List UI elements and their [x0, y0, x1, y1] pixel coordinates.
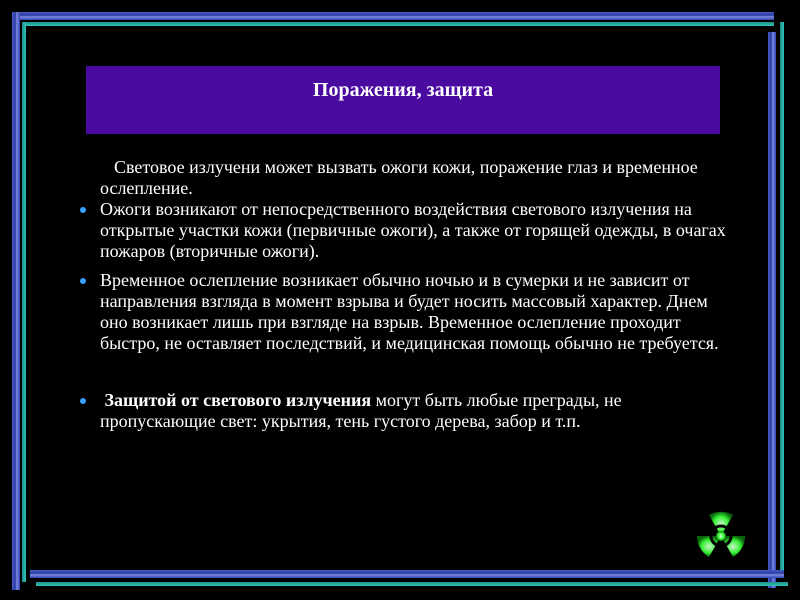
- frame-bottom-accent: [36, 582, 788, 586]
- frame-top-accent: [22, 22, 774, 26]
- frame-bottom-bar: [30, 570, 784, 578]
- radiation-icon: [695, 510, 747, 562]
- intro-paragraph: Световое излучени может вызвать ожоги кожи, поражение глаз и временное ослепление.: [100, 157, 698, 198]
- frame-top-bar: [12, 12, 774, 20]
- slide-title: Поражения, защита: [312, 79, 494, 101]
- bullet-dot-icon: [80, 278, 86, 284]
- slide-title-box: [86, 66, 720, 134]
- bullet-item-blindness: [80, 270, 730, 354]
- bullet-dot-icon: [80, 207, 86, 213]
- frame-right-accent: [780, 22, 784, 570]
- slide-body: [80, 157, 730, 440]
- bullet-text: Ожоги возникают от непосредственного воздействия светового излучения на открытые участки кожи (первичные ожоги), а также от горящей одежды, в очагах пожаров (вторичные ожоги).: [100, 199, 726, 261]
- bullet-text: Временное ослепление возникает обычно ночью и в сумерки и не зависит от направления взгляда в момент взрыва и будет носить массовый характер. Днем оно возникает лишь при взгляде на взрыв. Временное ослепление проходит быстро, не оставляет последствий, и медицинская помощь обычно не требуется.: [100, 270, 719, 353]
- frame-left-accent: [22, 22, 26, 582]
- bullet-item-protection: [80, 390, 730, 432]
- bullet-dot-icon: [80, 398, 86, 404]
- frame-right-bar: [768, 32, 776, 588]
- frame-left-bar: [12, 12, 20, 590]
- bullet-item-burns: [80, 199, 730, 262]
- bullet-bold-text: Защитой от светового излучения: [104, 390, 372, 410]
- bullet-text: могут быть любые преграды, не пропускающие свет: укрытия, тень густого дерева, забор и т.п.: [100, 390, 622, 431]
- spacer: [80, 362, 730, 390]
